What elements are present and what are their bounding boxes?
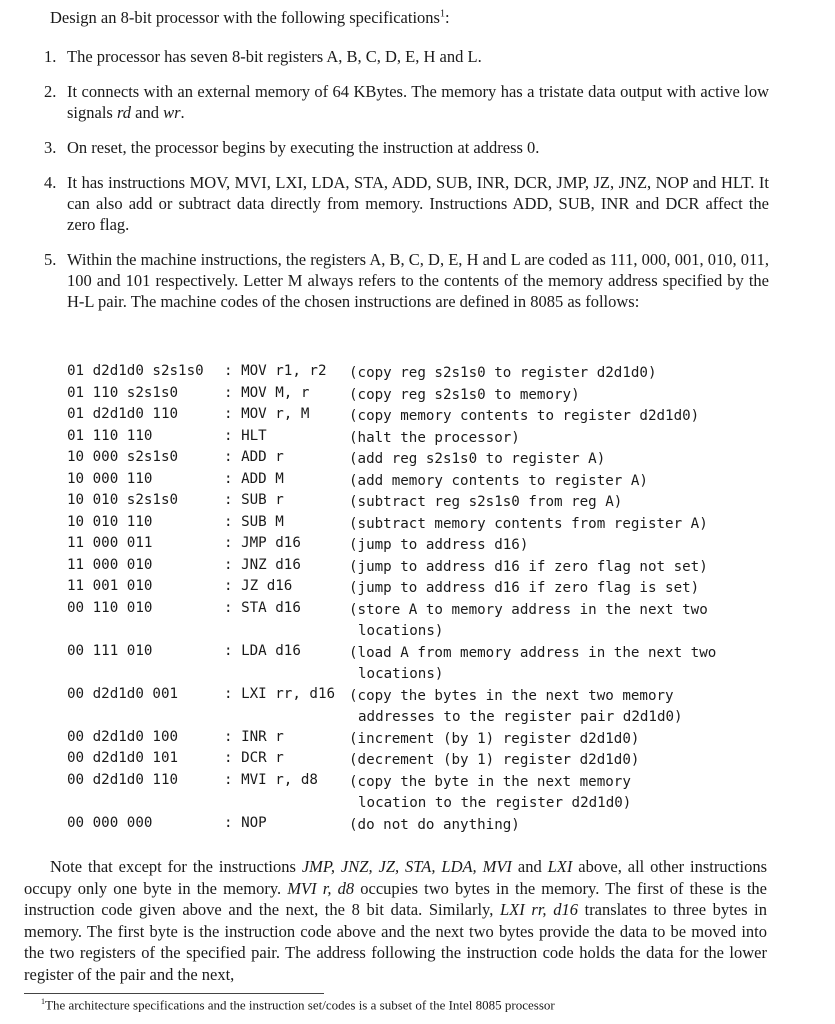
instruction-row (67, 385, 767, 407)
instruction-row (67, 514, 767, 536)
description-line: (increment (by 1) register d2d1d0) (349, 730, 640, 747)
spec-number: 3. (44, 138, 57, 157)
mnemonic-cell: : STA d16 (224, 599, 301, 616)
spec-item (24, 81, 769, 123)
spec-number: 2. (44, 82, 57, 101)
description-line: (copy the byte in the next memory (349, 773, 631, 790)
instruction-row (67, 578, 767, 600)
opcode-cell: 00 110 010 (67, 599, 153, 616)
description-cell (349, 471, 759, 493)
opcode-cell: 11 000 010 (67, 556, 153, 573)
spec-item (24, 137, 769, 158)
opcode-cell: 01 d2d1d0 s2s1s0 (67, 363, 204, 379)
spec-number: 1. (44, 47, 57, 66)
opcode-cell: 00 d2d1d0 100 (67, 728, 179, 745)
description-cell (349, 578, 759, 600)
spec-list (24, 46, 769, 326)
opcode-cell: 00 000 000 (67, 814, 153, 831)
opcode-cell: 11 000 011 (67, 535, 153, 551)
title-text: Design an 8-bit processor with the following specifications (50, 8, 440, 27)
description-line: (load A from memory address in the next two (349, 644, 717, 661)
instruction-row (67, 600, 767, 643)
opcode-cell: 00 111 010 (67, 642, 153, 659)
description-line: locations) (358, 666, 444, 682)
description-cell (349, 686, 759, 729)
spec-number: 5. (44, 250, 57, 269)
description-line: (jump to address d16 if zero flag is set) (349, 580, 700, 596)
description-line: (decrement (by 1) register d2d1d0) (349, 752, 640, 768)
spec-item (24, 172, 769, 235)
description-line: addresses to the register pair d2d1d0) (358, 709, 683, 725)
description-line: (halt the processor) (349, 429, 520, 446)
footnote-rule (24, 993, 324, 994)
footnote (41, 997, 555, 1013)
description-line: (add memory contents to register A) (349, 472, 648, 489)
mnemonic-cell: : INR r (224, 728, 284, 745)
instruction-row (67, 557, 767, 579)
opcode-cell: 01 d2d1d0 110 (67, 406, 179, 422)
instruction-row (67, 729, 767, 751)
description-cell (349, 449, 759, 471)
mnemonic-cell: : JZ d16 (224, 578, 293, 594)
mnemonic-cell: : SUB M (224, 513, 284, 530)
instruction-row (67, 643, 767, 686)
description-cell (349, 363, 759, 385)
footnote-marker: 1 (41, 997, 45, 1006)
spec-text: On reset, the processor begins by executing the instruction at address 0. (67, 138, 540, 157)
description-line: (copy reg s2s1s0 to register d2d1d0) (349, 365, 657, 381)
description-line: locations) (358, 623, 444, 639)
description-line: (subtract reg s2s1s0 from reg A) (349, 494, 623, 510)
page-title: Design an 8-bit processor with the following specifications$^1$: (50, 8, 450, 27)
spec-text: It connects with an external memory of 64 KBytes. The memory has a tristate data output with active low signals rd and wr. (67, 82, 769, 122)
opcode-cell: 00 d2d1d0 001 (67, 685, 179, 702)
opcode-cell: 00 d2d1d0 110 (67, 771, 179, 788)
opcode-cell: 00 d2d1d0 101 (67, 750, 179, 766)
instruction-row (67, 686, 767, 729)
description-line: (subtract memory contents from register A) (349, 515, 708, 532)
opcode-cell: 01 110 s2s1s0 (67, 384, 179, 401)
note-paragraph: Note that except for the instructions JMP, JNZ, JZ, STA, LDA, MVI and LXI above, all other instructions occupy only one byte in the memory. MVI r, d8 occupies two bytes in the memory. The first of these is the instruction code given above and the next, the 8 bit data. Similarly, LXI rr, d16 translates to three bytes in memory. The first byte is the instruction code above and the next two bytes provide the data to be moved into the two registers of the specified pair. The address following the instruction code holds the data for the lower register of the pair and the next, (24, 857, 768, 984)
mnemonic-cell: : MOV r, M (224, 406, 310, 422)
description-cell (349, 600, 759, 643)
mnemonic-cell: : ADD M (224, 470, 284, 487)
instruction-row (67, 471, 767, 493)
instruction-row (67, 772, 767, 815)
spec-text: The processor has seven 8-bit registers A, B, C, D, E, H and L. (67, 47, 482, 66)
footnote-text: The architecture specifications and the instruction set/codes is a subset of the Intel 8085 processor (45, 997, 555, 1013)
opcode-cell: 10 010 s2s1s0 (67, 492, 179, 508)
opcode-cell: 10 000 s2s1s0 (67, 449, 179, 465)
spec-item (24, 249, 769, 312)
title-footnote-marker: 1 (439, 8, 445, 20)
description-line: (jump to address d16) (349, 537, 529, 553)
description-cell (349, 729, 759, 751)
description-cell (349, 750, 759, 772)
description-cell (349, 772, 759, 815)
instruction-row (67, 815, 767, 837)
mnemonic-cell: : JMP d16 (224, 535, 301, 551)
instruction-row (67, 363, 767, 385)
description-cell (349, 385, 759, 407)
opcode-cell: 01 110 110 (67, 427, 153, 444)
mnemonic-cell: : JNZ d16 (224, 556, 301, 573)
mnemonic-cell: : SUB r (224, 492, 284, 508)
spec-text: It has instructions MOV, MVI, LXI, LDA, STA, ADD, SUB, INR, DCR, JMP, JZ, JNZ, NOP and HLT. It can also add or subtract data directly from memory. Instructions ADD, SUB, INR and DCR affect the zero flag. (67, 173, 769, 234)
description-cell (349, 428, 759, 450)
instruction-row (67, 492, 767, 514)
spec-text: Within the machine instructions, the registers A, B, C, D, E, H and L are coded as 111, 000, 001, 010, 011, 100 and 101 respectively. Letter M always refers to the contents of the memory address specified by the H-L pair. The machine codes of the chosen instructions are defined in 8085 as follows: (67, 250, 769, 311)
description-cell (349, 514, 759, 536)
description-cell (349, 643, 759, 686)
mnemonic-cell: : LDA d16 (224, 642, 301, 659)
description-line: (do not do anything) (349, 816, 520, 833)
opcode-cell: 10 010 110 (67, 513, 153, 530)
mnemonic-cell: : ADD r (224, 449, 284, 465)
mnemonic-cell: : MVI r, d8 (224, 771, 318, 788)
description-line: (jump to address d16 if zero flag not set) (349, 558, 708, 575)
mnemonic-cell: : NOP (224, 814, 267, 831)
description-cell (349, 535, 759, 557)
spec-number: 4. (44, 173, 57, 192)
mnemonic-cell: : MOV r1, r2 (224, 363, 327, 379)
mnemonic-cell: : LXI rr, d16 (224, 685, 336, 702)
mnemonic-cell: : HLT (224, 427, 267, 444)
instruction-table (67, 363, 767, 836)
mnemonic-cell: : DCR r (224, 750, 284, 766)
description-line: (copy the bytes in the next two memory (349, 687, 674, 704)
instruction-row (67, 750, 767, 772)
instruction-row (67, 535, 767, 557)
instruction-row (67, 406, 767, 428)
description-line: (add reg s2s1s0 to register A) (349, 451, 606, 467)
opcode-cell: 11 001 010 (67, 578, 153, 594)
description-cell (349, 492, 759, 514)
instruction-row (67, 449, 767, 471)
description-line: (copy reg s2s1s0 to memory) (349, 386, 580, 403)
description-cell (349, 557, 759, 579)
spec-item (24, 46, 769, 67)
description-line: location to the register d2d1d0) (358, 795, 632, 811)
description-cell (349, 815, 759, 837)
description-line: (store A to memory address in the next two (349, 601, 708, 618)
instruction-row (67, 428, 767, 450)
opcode-cell: 10 000 110 (67, 470, 153, 487)
mnemonic-cell: : MOV M, r (224, 384, 310, 401)
description-cell (349, 406, 759, 428)
description-line: (copy memory contents to register d2d1d0) (349, 408, 700, 424)
